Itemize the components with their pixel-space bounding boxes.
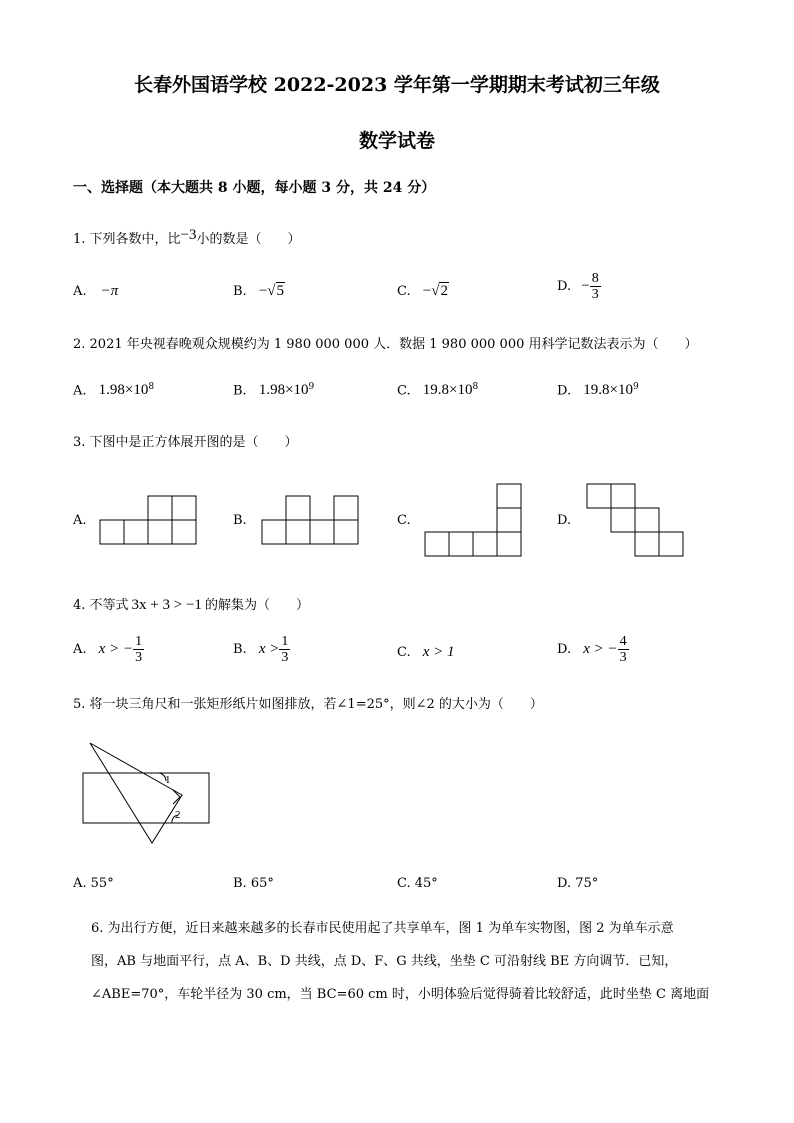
fraction <box>133 634 144 665</box>
option-label: C. <box>397 383 411 399</box>
q1-stem-number: −3 <box>180 227 197 243</box>
set-square-triangle <box>90 743 182 843</box>
q4-option-b <box>233 634 290 665</box>
q5-option-b: B. 65° <box>233 876 274 891</box>
option-label: C. <box>397 645 411 660</box>
question-6-line-1: 6. 为出行方便，近日来越来越多的长春市民使用起了共享单车，图 1 为单车实物图，图 2 为单车示意 <box>91 921 674 936</box>
q3-option-c-label: C. <box>397 513 411 528</box>
question-5-stem: 5. 将一块三角尺和一张矩形纸片如图排放，若∠1=25°，则∠2 的大小为（ ） <box>73 697 543 712</box>
triangle-rectangle-figure <box>70 735 220 850</box>
option-label: D. <box>557 642 572 657</box>
rectangle-paper <box>83 773 209 823</box>
q3-option-b-label: B. <box>233 513 247 528</box>
option-label: C. <box>397 284 411 299</box>
q5-option-d: D. 75° <box>557 876 599 891</box>
numerator: 8 <box>591 271 599 286</box>
denominator: 3 <box>281 650 289 665</box>
q1-stem-text-a: 1. 下列各数中，比 <box>73 232 181 247</box>
q3-option-d-label: D. <box>557 513 572 528</box>
numerator: 1 <box>135 634 143 649</box>
fraction <box>279 634 290 665</box>
option-label: B. <box>233 383 247 399</box>
q5-option-a: A. 55° <box>73 876 114 891</box>
cube-net-a <box>100 496 196 544</box>
cube-net-c <box>425 484 521 556</box>
q4-stem-text-b: 的解集为（ ） <box>204 598 309 613</box>
option-value: 1.98×10 <box>258 382 309 399</box>
angle-2-label: 2 <box>175 809 181 821</box>
denominator: 3 <box>619 650 627 665</box>
fraction <box>618 634 629 665</box>
option-value: 1.98×10 <box>98 382 149 399</box>
option-label: B. <box>233 284 247 299</box>
option-value: 19.8×10 <box>422 382 473 399</box>
cube-net-d <box>587 484 683 556</box>
option-label: A. <box>73 284 87 299</box>
option-lhs: x > − <box>98 641 134 657</box>
exponent: 9 <box>308 382 315 392</box>
question-4-stem <box>73 594 309 614</box>
option-label: A. <box>73 642 87 657</box>
denominator: 3 <box>135 650 143 665</box>
question-2-stem: 2. 2021 年央视春晚观众规模约为 1 980 000 000 人．数据 1 980 000 000 用科学记数法表示为（ ） <box>73 337 698 352</box>
radicand: 5 <box>276 283 285 299</box>
exponent: 8 <box>472 382 479 392</box>
sqrt-expression: √5 <box>267 283 285 299</box>
question-6-line-2: 图，AB 与地面平行，点 A、B、D 共线，点 D、F、G 共线，坐垫 C 可沿射线 BE 方向调节．已知， <box>91 954 678 969</box>
exam-title: 长春外国语学校 2022-2023 学年第一学期期末考试初三年级 <box>134 74 660 96</box>
exam-subtitle: 数学试卷 <box>358 130 435 152</box>
option-value: 19.8×10 <box>583 382 633 399</box>
q3-option-a-label: A. <box>73 513 87 528</box>
q5-option-c: C. 45° <box>397 876 438 891</box>
option-lhs: x > <box>258 641 280 657</box>
question-3-stem: 3. 下图中是正方体展开图的是（ ） <box>73 435 298 450</box>
minus-sign: − <box>258 283 268 299</box>
q4-option-a <box>73 634 144 665</box>
q1-stem-text-b: 小的数是（ ） <box>196 232 301 247</box>
option-value: −π <box>100 283 119 299</box>
q4-inequality: 3x + 3 > −1 <box>131 597 202 613</box>
exponent: 9 <box>632 382 639 392</box>
option-value: x > 1 <box>422 644 455 660</box>
exponent: 8 <box>148 382 155 392</box>
option-label: B. <box>233 642 247 657</box>
q4-option-d <box>557 634 629 665</box>
angle-1-label: 1 <box>165 774 171 786</box>
question-6-line-3: ∠ABE=70°，车轮半径为 30 cm，当 BC=60 cm 时，小明体验后觉得骑着比较舒适，此时坐垫 C 离地面 <box>91 987 710 1002</box>
option-lhs: x > − <box>583 641 618 657</box>
cube-net-b <box>262 496 358 544</box>
q4-option-c <box>397 644 455 661</box>
minus-sign: − <box>422 283 432 299</box>
numerator: 4 <box>619 634 627 649</box>
section-header: 一、选择题（本大题共 8 小题，每小题 3 分，共 24 分） <box>73 180 436 196</box>
q4-stem-text-a: 4. 不等式 <box>73 598 129 613</box>
option-label: A. <box>73 383 87 399</box>
minus-sign: − <box>581 278 590 294</box>
option-label: D. <box>557 279 572 294</box>
denominator: 3 <box>591 287 599 302</box>
radicand: 2 <box>440 283 448 299</box>
sqrt-expression: √2 <box>431 283 448 299</box>
numerator: 1 <box>281 634 289 649</box>
option-label: D. <box>557 383 572 399</box>
